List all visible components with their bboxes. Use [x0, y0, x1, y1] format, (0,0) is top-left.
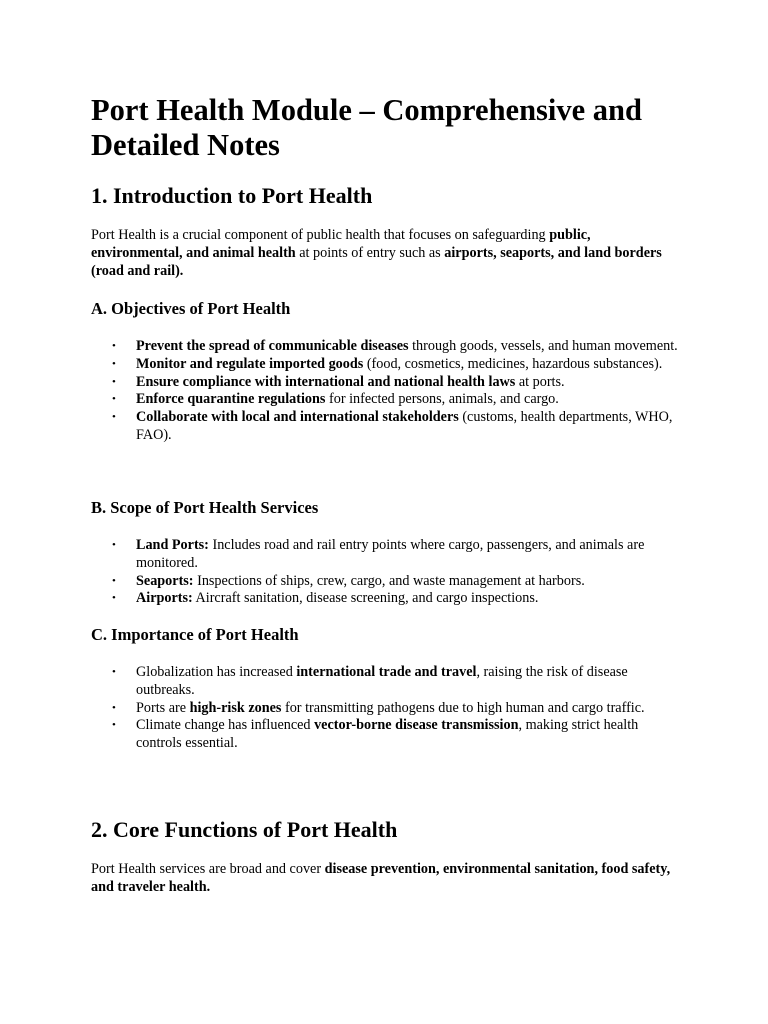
list-item-bold: Ensure compliance with international and national health laws [136, 373, 516, 390]
list-item [91, 409, 681, 445]
intro-bold-1: public, environmental, and animal health [91, 227, 591, 261]
list-item-text: Aircraft sanitation, disease screening, and cargo inspections. [192, 590, 539, 607]
list-item [91, 374, 681, 392]
list-item [91, 356, 681, 374]
bullet-icon: • [112, 357, 116, 370]
list-item-bold: international trade and travel [296, 664, 477, 680]
importance-heading: C. Importance of Port Health [91, 625, 299, 644]
bullet-icon: • [112, 411, 116, 424]
list-item [91, 338, 681, 356]
list-item [91, 391, 681, 409]
importance-list [91, 664, 681, 753]
bullet-icon: • [112, 666, 116, 678]
objectives-heading: A. Objectives of Port Health [91, 299, 291, 318]
list-item-text: Includes road and rail entry points where cargo, passengers, and animals are monitored. [136, 537, 645, 571]
intro-text-1: Port Health is a crucial component of public health that focuses on safeguarding [91, 227, 550, 243]
list-item-text: , raising the risk of disease outbreaks. [136, 664, 628, 698]
bullet-icon: • [112, 340, 116, 352]
list-item-text: Globalization has increased [136, 664, 297, 680]
section-2-intro [91, 861, 679, 897]
list-item-bold: high-risk zones [189, 699, 282, 716]
section-1-heading: 1. Introduction to Port Health [91, 183, 373, 208]
list-item-bold: vector-borne disease transmission [314, 717, 519, 734]
list-item-bold: Seaports: [136, 572, 194, 589]
section-1-intro [91, 227, 679, 280]
list-item [91, 717, 681, 753]
list-item-bold: Land Ports: [136, 537, 209, 553]
objectives-list [91, 338, 681, 445]
scope-list [91, 537, 681, 608]
intro-text-1: Port Health services are broad and cover [91, 861, 325, 877]
list-item [91, 700, 681, 718]
bullet-icon: • [112, 393, 116, 406]
bullet-icon: • [112, 719, 116, 732]
intro-text-2: at points of entry such as [295, 244, 445, 261]
intro-bold-2: airports, seaports, and land borders (road and rail). [91, 244, 662, 279]
list-item-bold: Enforce quarantine regulations [136, 391, 326, 408]
bullet-icon: • [112, 574, 116, 587]
page-title: Port Health Module – Comprehensive and Detailed Notes [91, 93, 642, 162]
list-item-bold: Airports: [136, 590, 193, 607]
list-item-bold: Collaborate with local and international stakeholders [136, 409, 459, 426]
bullet-icon: • [112, 701, 116, 714]
bullet-icon: • [112, 592, 116, 605]
list-item-text: at ports. [515, 373, 565, 390]
list-item-text: for transmitting pathogens due to high human and cargo traffic. [281, 699, 645, 716]
list-item-text: Inspections of ships, crew, cargo, and waste management at harbors. [193, 572, 585, 589]
list-item-text: for infected persons, animals, and cargo. [325, 391, 559, 408]
list-item-text: (customs, health departments, WHO, FAO). [136, 409, 673, 443]
list-item-text: Climate change has influenced [136, 717, 315, 734]
list-item [91, 590, 681, 608]
list-item-text: Ports are [136, 699, 190, 716]
bullet-icon: • [112, 539, 116, 551]
section-2-heading: 2. Core Functions of Port Health [91, 817, 398, 842]
scope-heading: B. Scope of Port Health Services [91, 498, 319, 517]
intro-bold-1: disease prevention, environmental sanitation, food safety, and traveler health. [91, 861, 671, 895]
list-item [91, 573, 681, 591]
bullet-icon: • [112, 375, 116, 388]
list-item-text: through goods, vessels, and human movement. [408, 338, 678, 354]
list-item-text: , making strict health controls essential. [136, 717, 639, 752]
list-item-text: (food, cosmetics, medicines, hazardous substances). [363, 355, 663, 372]
list-item [91, 664, 681, 700]
list-item-bold: Prevent the spread of communicable diseases [136, 338, 409, 354]
list-item-bold: Monitor and regulate imported goods [136, 355, 364, 372]
list-item [91, 537, 681, 573]
